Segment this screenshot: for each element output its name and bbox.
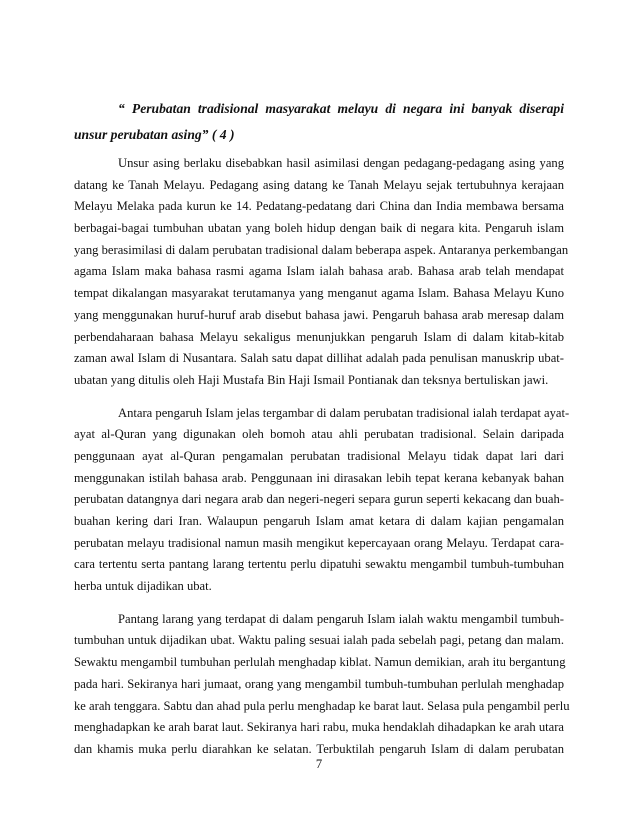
- text-line: agama Islam maka bahasa rasmi agama Islam ialah bahasa arab. Bahasa arab telah mendapat: [74, 264, 564, 279]
- text-line: ke arah tenggara. Sabtu dan ahad pula perlu menghadap ke barat laut. Selasa pula pengambil perlu: [74, 698, 570, 713]
- text-line: yang menggunakan huruf-huruf arab disebut bahasa jawi. Pengaruh bahasa arab meresap dalam: [74, 307, 564, 322]
- text-line: yang berasimilasi di dalam perubatan tradisional dalam beberapa aspek. Antaranya perkembangan: [74, 242, 569, 257]
- page-number: 7: [315, 757, 323, 771]
- text-line: ayat al-Quran yang digunakan oleh bomoh atau ahli perubatan tradisional. Selain daripada: [74, 427, 564, 442]
- paragraph: [74, 153, 569, 392]
- text-line: berbagai-bagai tumbuhan ubatan yang boleh hidup dengan baik di negara kita. Pengaruh islam: [74, 221, 564, 236]
- text-line: perbendaharaan bahasa Melayu sekaligus menunjukkan pengaruh Islam di dalam kitab-kitab: [74, 329, 564, 344]
- text-line: Unsur asing berlaku disebabkan hasil asimilasi dengan pedagang-pedagang asing yang: [118, 156, 564, 170]
- paragraph: [74, 403, 570, 598]
- text-line: zaman awal Islam di Nusantara. Salah satu dapat dillihat adalah pada penulisan manuskrip ubat-: [74, 351, 564, 366]
- text-line: dan khamis muka perlu diarahkan ke selatan. Terbuktilah pengaruh Islam di dalam perubatan: [74, 741, 564, 756]
- paragraph: [74, 609, 570, 761]
- text-line: menggunakan istilah bahasa arab. Penggunaan ini dirasakan lebih tepat kerana kebanyak bahan: [74, 470, 564, 485]
- text-line: cara tertentu serta pantang larang tertentu perlu dipatuhi sewaktu mengambil tumbuh-tumbuhan: [74, 557, 564, 572]
- text-line: menghadapkan ke arah barat laut. Sekiranya hari rabu, muka hendaklah dihadapkan ke arah utara: [74, 720, 564, 735]
- text-line: tumbuhan untuk dijadikan ubat. Waktu paling sesuai ialah pada sebelah pagi, petang dan malam.: [74, 633, 564, 648]
- text-line: Sewaktu mengambil tumbuhan perlulah menghadap kiblat. Namun demikian, arah itu bergantung: [74, 655, 566, 670]
- text-line: perubatan melayu tradisional namun masih mengikut kepercayaan orang Melayu. Terdapat cara-: [74, 535, 564, 550]
- text-line: tempat dikalangan masyarakat terutamanya yang menganut agama Islam. Bahasa Melayu Kuno: [74, 286, 564, 301]
- body-text: [74, 153, 570, 772]
- text-line: perubatan datangnya dari negara arab dan negeri-negeri separa gurun seperti kekacang dan buah-: [74, 492, 564, 507]
- text-line: datang ke Tanah Melayu. Pedagang asing datang ke Tanah Melayu sejak tertubuhnya kerajaan: [74, 177, 564, 192]
- section-heading: “ Perubatan tradisional masyarakat melayu di negara ini banyak diserapi unsur perubatan asing” ( 4 ): [74, 101, 564, 142]
- text-line: herba untuk dijadikan ubat.: [74, 579, 212, 594]
- text-line: penggunaan ayat al-Quran pengamalan perubatan tradisional Melayu tidak dapat lari dari: [74, 448, 564, 463]
- text-line: Pantang larang yang terdapat di dalam pengaruh Islam ialah waktu mengambil tumbuh-: [118, 611, 564, 626]
- text-line: ubatan yang ditulis oleh Haji Mustafa Bin Haji Ismail Pontianak dan teksnya bertuliskan jawi.: [74, 372, 549, 387]
- text-line: buahan kering dari Iran. Walaupun pengaruh Islam amat ketara di dalam kajian pengamalan: [74, 514, 564, 528]
- text-line: Melayu Melaka pada kurun ke 14. Pedatang-pedatang dari China dan India membawa bersama: [74, 199, 564, 214]
- text-line: pada hari. Sekiranya hari jumaat, orang yang mengambil tumbuh-tumbuhan perlulah menghadap: [74, 676, 564, 691]
- text-line: Antara pengaruh Islam jelas tergambar di dalam perubatan tradisional ialah terdapat ayat-: [118, 405, 570, 420]
